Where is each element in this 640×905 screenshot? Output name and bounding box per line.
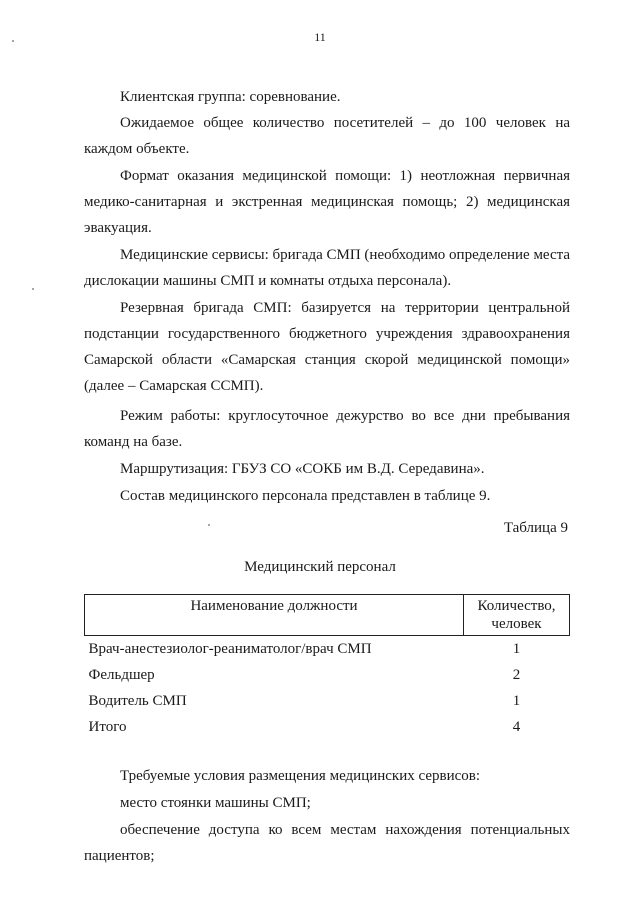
- medical-staff-table: [84, 594, 570, 740]
- row-position-name: Фельдшер: [88, 667, 155, 683]
- paragraph-placement-conditions: Требуемые условия размещения медицинских сервисов:: [120, 768, 481, 784]
- row-count: 1: [512, 641, 521, 657]
- table-title: Медицинский персонал: [244, 559, 396, 575]
- table-row: [85, 662, 570, 688]
- table-row: [85, 688, 570, 714]
- row-count: 1: [512, 693, 521, 709]
- table-header-row: [85, 595, 570, 636]
- paragraph-staff-intro: Состав медицинского персонала представлен в таблице 9.: [120, 488, 491, 504]
- paragraph-visitors: Ожидаемое общее количество посетителей – до 100 человек на каждом объекте.: [84, 115, 570, 157]
- row-position-name: Водитель СМП: [88, 693, 187, 709]
- scan-speck: [208, 524, 210, 526]
- row-count: 2: [512, 667, 521, 683]
- row-count: 4: [512, 719, 521, 735]
- paragraph-access: обеспечение доступа ко всем местам нахождения потенциальных пациентов;: [84, 822, 570, 864]
- row-position-name: Итого: [88, 719, 127, 735]
- scan-speck: [12, 40, 14, 42]
- paragraph-client-group: Клиентская группа: соревнование.: [120, 89, 341, 105]
- page-number: 11: [314, 30, 326, 44]
- paragraph-routing: Маршрутизация: ГБУЗ СО «СОКБ им В.Д. Середавина».: [120, 461, 485, 477]
- paragraph-parking: место стоянки машины СМП;: [120, 795, 311, 811]
- header-position-name: Наименование должности: [85, 595, 464, 636]
- row-position-name: Врач-анестезиолог-реаниматолог/врач СМП: [88, 641, 372, 657]
- table-row: [85, 636, 570, 663]
- table-number-caption: Таблица 9: [503, 520, 568, 536]
- table-row-total: [85, 714, 570, 740]
- paragraph-reserve-team: Резервная бригада СМП: базируется на территории центральной подстанции государственного бюджетного учреждения здравоохранения Самарской области «Самарская станция скорой медицинской помощи» (далее – Самарская ССМП).: [84, 300, 570, 394]
- paragraph-work-mode: Режим работы: круглосуточное дежурство во все дни пребывания команд на базе.: [84, 408, 570, 450]
- paragraph-care-format: Формат оказания медицинской помощи: 1) неотложная первичная медико-санитарная и экстренная медицинская помощь; 2) медицинская эвакуация.: [84, 168, 570, 236]
- paragraph-medical-services: Медицинские сервисы: бригада СМП (необходимо определение места дислокации машины СМП и комнаты отдыха персонала).: [84, 247, 571, 289]
- scan-speck: [32, 288, 34, 290]
- header-count: Количество, человек: [464, 595, 570, 636]
